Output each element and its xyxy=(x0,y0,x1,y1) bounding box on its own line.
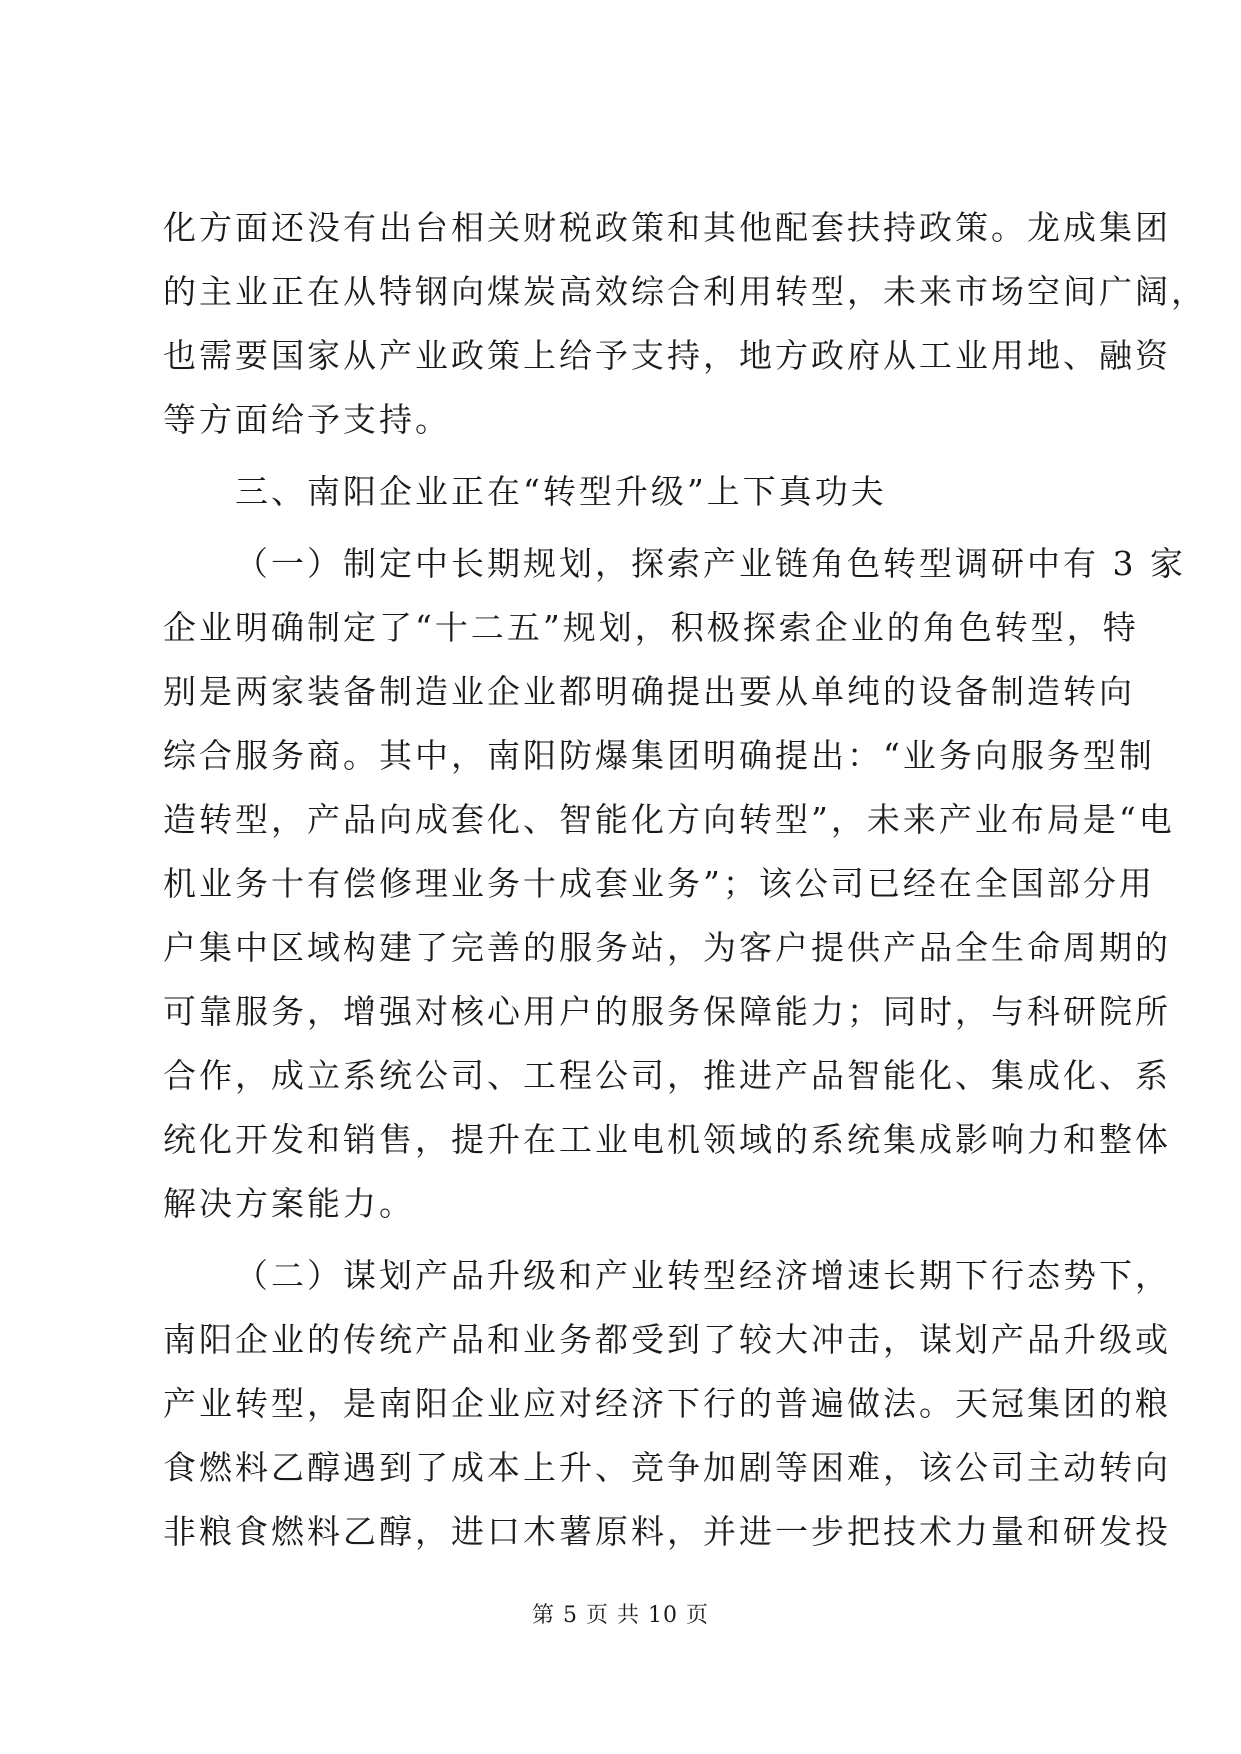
subsection-heading: （二）谋划产品升级和产业转型经济增速长期下行态势下， xyxy=(235,1256,1171,1295)
text-line: 可靠服务，增强对核心用户的服务保障能力；同时，与科研院所 xyxy=(163,992,1171,1031)
text-line: 产业转型，是南阳企业应对经济下行的普遍做法。天冠集团的粮 xyxy=(163,1384,1171,1423)
text-line: 的主业正在从特钢向煤炭高效综合利用转型，未来市场空间广阔， xyxy=(163,272,1207,311)
text-line: 化方面还没有出台相关财税政策和其他配套扶持政策。龙成集团 xyxy=(163,208,1171,247)
text-line: 机业务十有偿修理业务十成套业务”；该公司已经在全国部分用 xyxy=(163,864,1155,903)
subsection-heading: （一）制定中长期规划，探索产业链角色转型调研中有 3 家 xyxy=(235,544,1186,583)
text-line: 合作，成立系统公司、工程公司，推进产品智能化、集成化、系 xyxy=(163,1056,1171,1095)
text-line: 统化开发和销售，提升在工业电机领域的系统集成影响力和整体 xyxy=(163,1120,1171,1159)
text-line: 解决方案能力。 xyxy=(163,1184,415,1223)
text-line: 也需要国家从产业政策上给予支持，地方政府从工业用地、融资 xyxy=(163,336,1171,375)
text-line: 食燃料乙醇遇到了成本上升、竞争加剧等困难，该公司主动转向 xyxy=(163,1448,1171,1487)
text-line: 非粮食燃料乙醇，进口木薯原料，并进一步把技术力量和研发投 xyxy=(163,1512,1171,1551)
text-line: 户集中区域构建了完善的服务站，为客户提供产品全生命周期的 xyxy=(163,928,1171,967)
text-line: 企业明确制定了“十二五”规划，积极探索企业的角色转型，特 xyxy=(163,608,1139,647)
text-line: 综合服务商。其中，南阳防爆集团明确提出：“业务向服务型制 xyxy=(163,736,1155,775)
text-line: 别是两家装备制造业企业都明确提出要从单纯的设备制造转向 xyxy=(163,672,1135,711)
text-line: 南阳企业的传统产品和业务都受到了较大冲击，谋划产品升级或 xyxy=(163,1320,1171,1359)
page-footer: 第 5 页 共 10 页 xyxy=(532,1603,709,1628)
section-heading: 三、南阳企业正在“转型升级”上下真功夫 xyxy=(235,472,887,511)
text-line: 等方面给予支持。 xyxy=(163,400,451,439)
text-line: 造转型，产品向成套化、智能化方向转型”，未来产业布局是“电 xyxy=(163,800,1175,839)
